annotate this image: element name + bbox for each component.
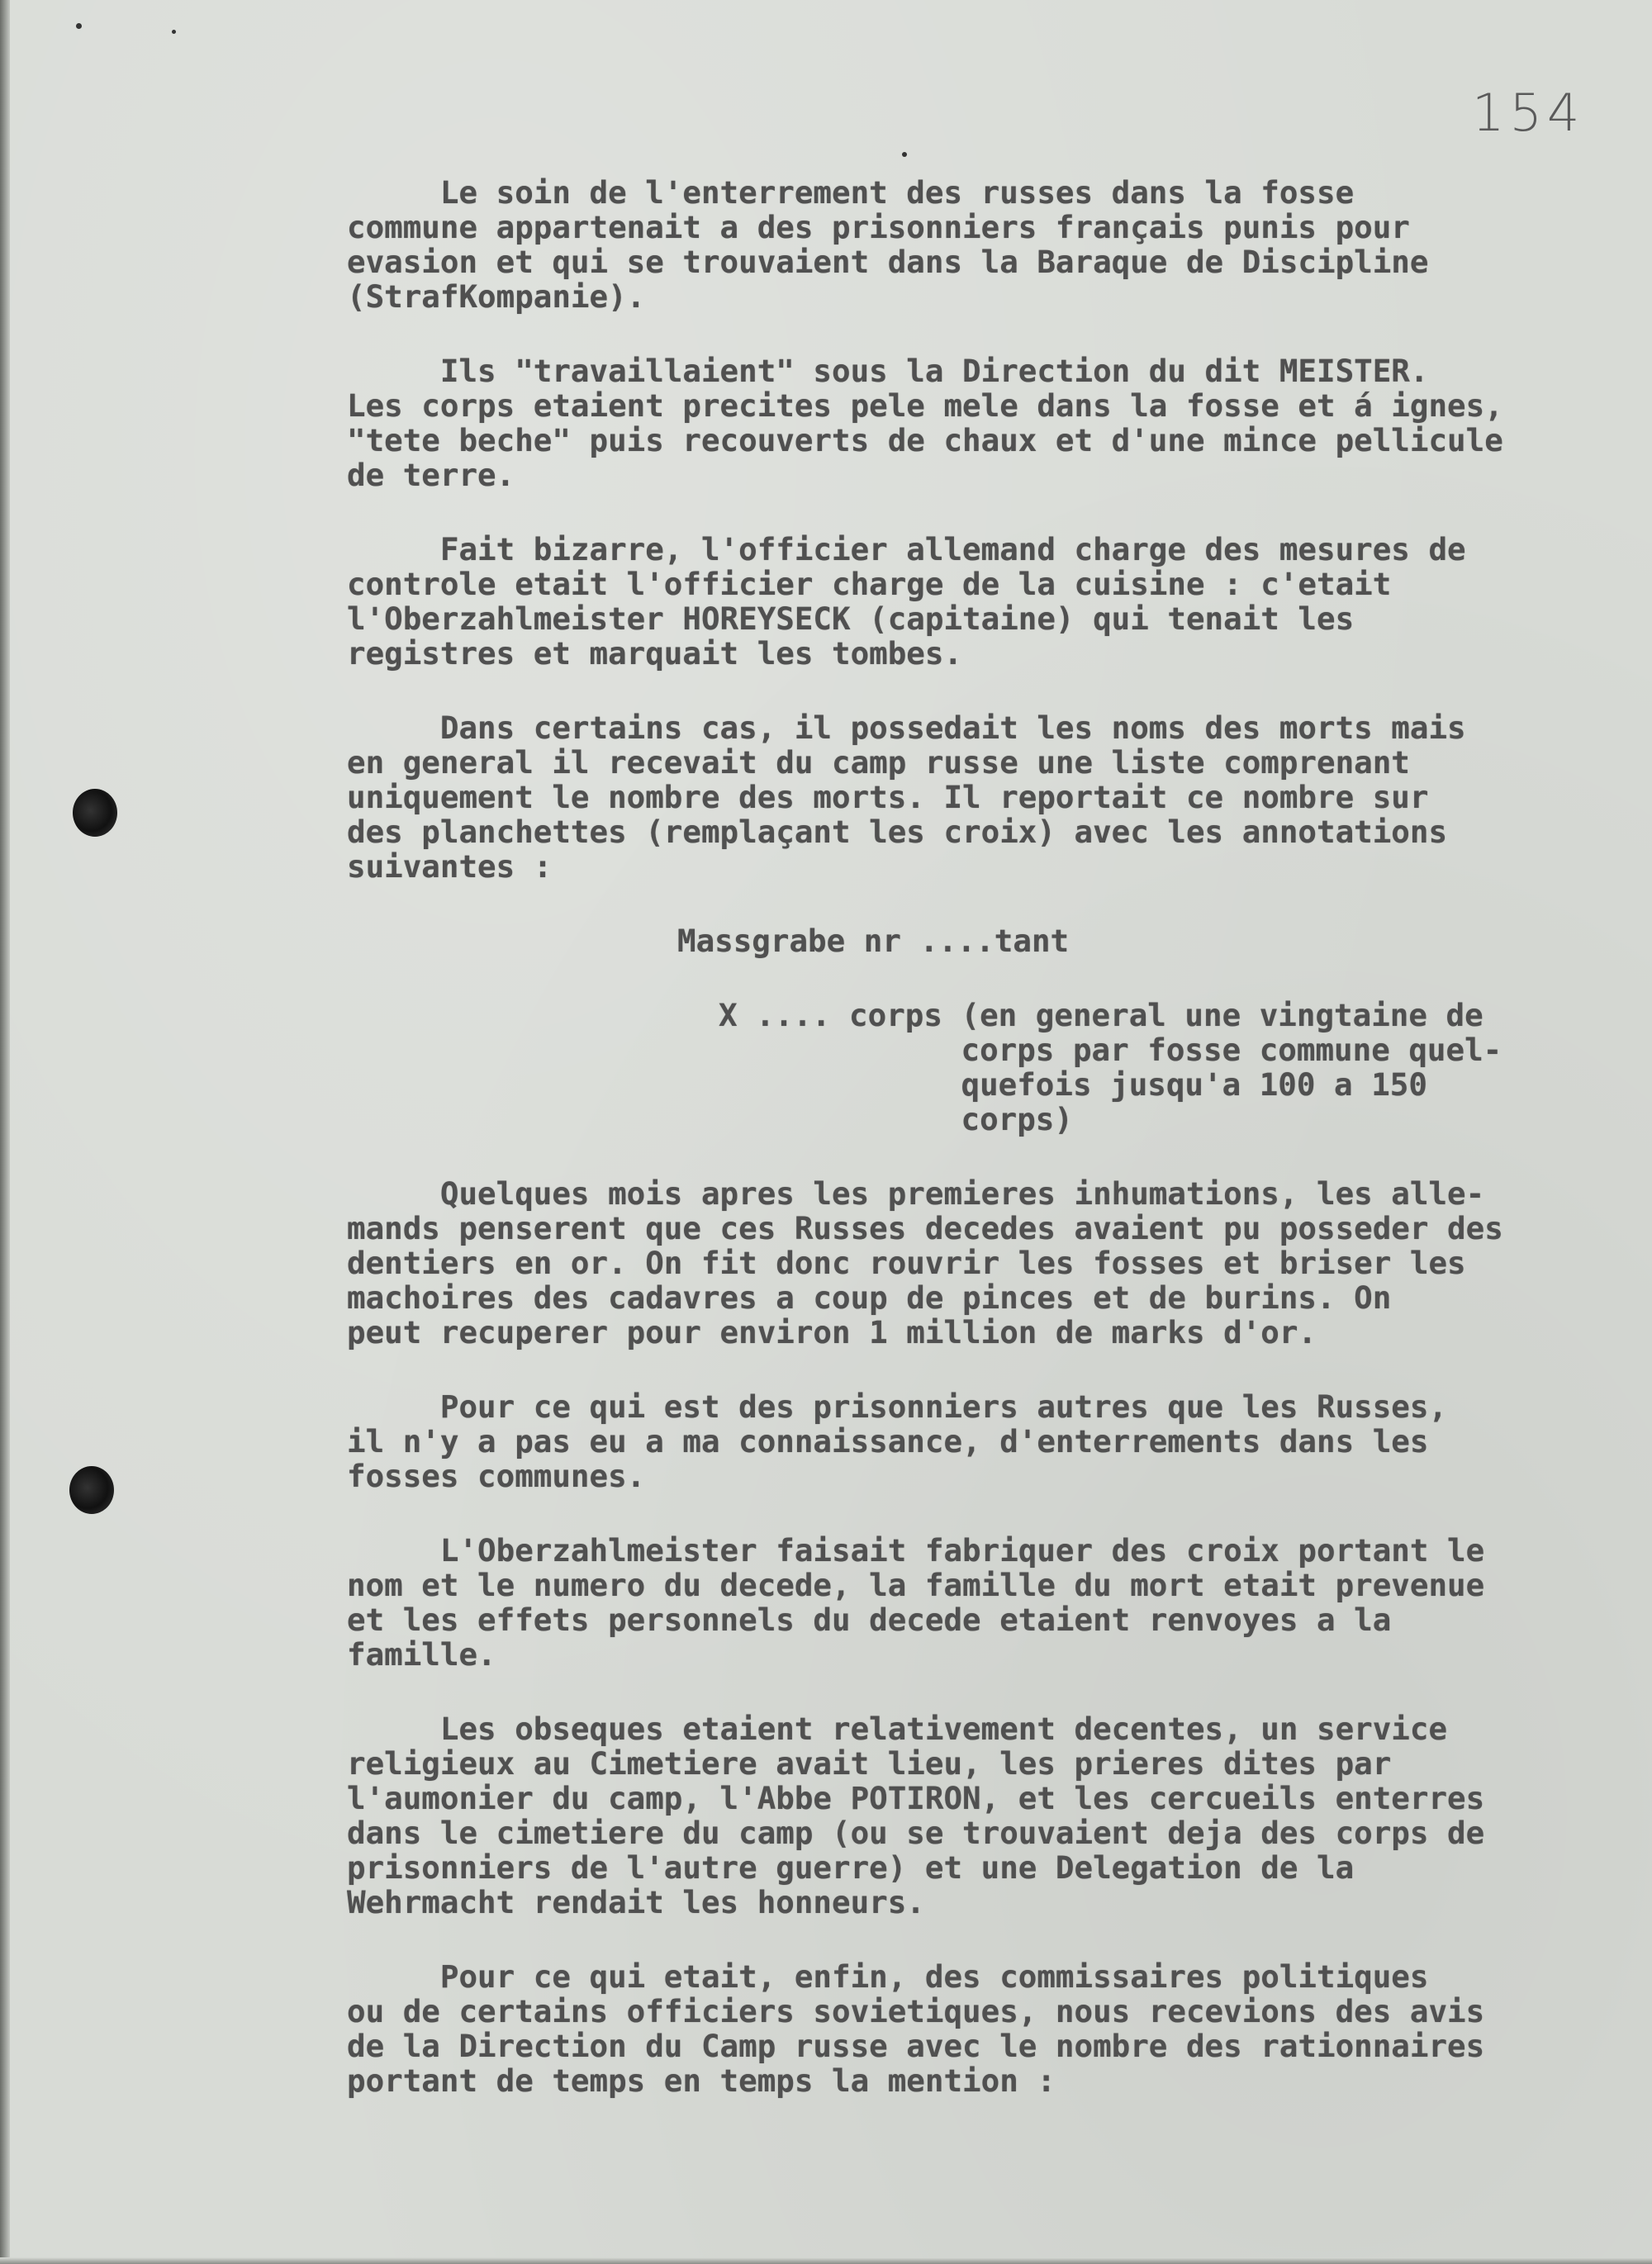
paragraph-planchettes: Dans certains cas, il possedait les noms des morts mais en general il recevait du camp russe une liste comprenant uniquement le nombre des morts. Il reportait ce nombre sur des planchettes (remplaçant les croix) avec les annotations suivantes : [347,710,1466,885]
paragraph-croix: L'Oberzahlmeister faisait fabriquer des croix portant le nom et le numero du decede, la famille du mort etait prevenue et les effets personnels du decede etaient renvoyes a la famille. [347,1532,1485,1673]
paragraph-oberzahlmeister: Fait bizarre, l'officier allemand charge des mesures de controle etait l'officier charge de la cuisine : c'etait l'Oberzahlmeister HOREYSECK (capitaine) qui tenait les registres et marquait les tombes. [347,531,1466,672]
paragraph-obseques: Les obseques etaient relativement decentes, un service religieux au Cimetiere avait lieu, les prieres dites par l'aumonier du camp, l'Abbe POTIRON, et les cercueils enterres dans le cimetiere du camp (ou se trouvaient deja des corps de prisonniers de l'autre guerre) et une Delegation de la Wehrmacht rendait les honneurs. [347,1711,1485,1920]
page-number: 154 [1472,83,1585,143]
paragraph-commissaires: Pour ce qui etait, enfin, des commissaires politiques ou de certains officiers sovietiques, nous recevions des avis de la Direction du Camp russe avec le nombre des rationnaires portant de temps en temps la mention : [347,1958,1485,2099]
inscription-line: Massgrabe nr ....tant [677,923,1070,959]
punch-hole-icon [69,1466,114,1514]
paragraph-dentiers: Quelques mois apres les premieres inhumations, les alle- mands penserent que ces Russes decedes avaient pu posseder des dentiers en or. On fit donc rouvrir les fosses et briser les machoires des cadavres a coup de pinces et de burins. On peut recuperer pour environ 1 million de marks d'or. [347,1175,1503,1350]
page-bottom-edge [0,2257,1652,2264]
paragraph-other-prisoners: Pour ce qui est des prisonniers autres que les Russes, il n'y a pas eu a ma connaissance, d'enterrements dans les fosses communes. [347,1388,1448,1494]
ink-speck [172,30,176,34]
ink-speck [76,23,82,29]
punch-hole-icon [73,789,117,837]
inscription-note: X .... corps (en general une vingtaine de corps par fosse commune quel- quefois jusqu'a 100 a 150 corps) [719,997,1502,1137]
page-left-edge [0,0,10,2264]
ink-speck [902,152,907,157]
paragraph-burial-duty: Le soin de l'enterrement des russes dans la fosse commune appartenait a des prisonniers français punis pour evasion et qui se trouvaient dans la Baraque de Discipline (StrafKompanie). [347,174,1429,315]
typed-text-body [347,175,1635,2138]
paragraph-meister: Ils "travaillaient" sous la Direction du dit MEISTER. Les corps etaient precites pele mele dans la fosse et á ignes, "tete beche" puis recouverts de chaux et d'une mince pellicule de terre. [347,353,1503,493]
